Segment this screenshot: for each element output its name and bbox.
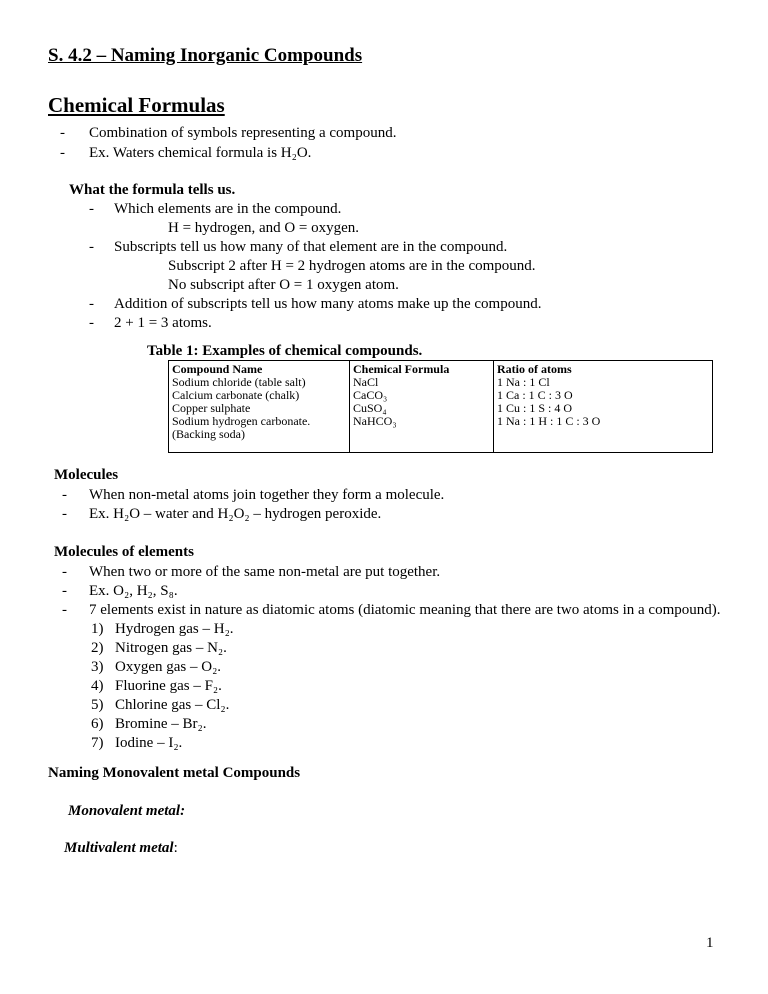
list-item: Fluorine gas – F₂. <box>115 678 222 694</box>
table-cell: (Backing soda) <box>172 427 245 441</box>
multivalent-label <box>64 840 178 857</box>
list-number: 1) <box>91 621 104 637</box>
list-number: 5) <box>91 697 104 713</box>
table-cell: 1 Ca : 1 C : 3 O <box>497 388 573 402</box>
bullet-text: Addition of subscripts tell us how many atoms make up the compound. <box>114 296 542 312</box>
list-number: 7) <box>91 735 104 751</box>
bullet-dash: - <box>62 506 67 522</box>
list-number: 2) <box>91 640 104 656</box>
list-item: Oxygen gas – O₂. <box>115 659 222 675</box>
list-item: Iodine – I₂. <box>115 735 183 751</box>
bullet-dash: - <box>62 602 67 618</box>
table-header: Chemical Formula <box>353 362 450 376</box>
page-number: 1 <box>706 935 714 951</box>
table-header: Compound Name <box>172 362 263 376</box>
multivalent-colon: : <box>173 840 178 856</box>
table-cell: NaHCO₃ <box>353 414 397 428</box>
bullet-text: Ex. O₂, H₂, S₈. <box>89 583 178 599</box>
table-caption: Table 1: Examples of chemical compounds. <box>147 343 423 359</box>
bullet-text: When non-metal atoms join together they form a molecule. <box>89 487 445 503</box>
page-title: S. 4.2 – Naming Inorganic Compounds <box>48 45 363 66</box>
bullet-text: Subscripts tell us how many of that element are in the compound. <box>114 239 508 255</box>
bullet-text: Combination of symbols representing a compound. <box>89 125 397 141</box>
table-cell: 1 Na : 1 H : 1 C : 3 O <box>497 414 601 428</box>
table-cell: CuSO₄ <box>353 401 387 415</box>
bullet-subtext: H = hydrogen, and O = oxygen. <box>168 220 360 236</box>
bullet-dash: - <box>62 487 67 503</box>
table-cell: Sodium hydrogen carbonate. <box>172 414 311 428</box>
bullet-text: Which elements are in the compound. <box>114 201 342 217</box>
bullet-dash: - <box>60 145 65 161</box>
table-divider <box>349 360 350 453</box>
table-cell: Sodium chloride (table salt) <box>172 375 306 389</box>
subheading-formula-tells: What the formula tells us. <box>69 182 236 198</box>
list-number: 4) <box>91 678 104 694</box>
table-cell: Copper sulphate <box>172 401 251 415</box>
bullet-subtext: Subscript 2 after H = 2 hydrogen atoms are in the compound. <box>168 258 536 274</box>
bullet-dash: - <box>89 201 94 217</box>
bullet-text: 2 + 1 = 3 atoms. <box>114 315 212 331</box>
bullet-dash: - <box>89 239 94 255</box>
bullet-dash: - <box>89 315 94 331</box>
subheading-molecules-elements: Molecules of elements <box>54 544 194 560</box>
bullet-text: When two or more of the same non-metal are put together. <box>89 564 441 580</box>
list-item: Bromine – Br₂. <box>115 716 207 732</box>
subheading-naming: Naming Monovalent metal Compounds <box>48 765 301 781</box>
table-cell: NaCl <box>353 375 379 389</box>
bullet-subtext: No subscript after O = 1 oxygen atom. <box>168 277 399 293</box>
subheading-molecules: Molecules <box>54 467 119 483</box>
list-number: 6) <box>91 716 104 732</box>
table-cell: Calcium carbonate (chalk) <box>172 388 300 402</box>
table-cell: 1 Cu : 1 S : 4 O <box>497 401 573 415</box>
list-item: Hydrogen gas – H₂. <box>115 621 234 637</box>
section-heading-chemical-formulas: Chemical Formulas <box>48 93 225 117</box>
bullet-dash: - <box>62 564 67 580</box>
monovalent-label: Monovalent metal: <box>68 803 186 819</box>
bullet-text: Ex. Waters chemical formula is H₂O. <box>89 145 312 161</box>
list-number: 3) <box>91 659 104 675</box>
list-item: Chlorine gas – Cl₂. <box>115 697 230 713</box>
bullet-text: 7 elements exist in nature as diatomic atoms (diatomic meaning that there are two atoms in a compound). <box>89 602 721 618</box>
table-cell: 1 Na : 1 Cl <box>497 375 550 389</box>
multivalent-text: Multivalent metal <box>64 840 174 856</box>
table-divider <box>493 360 494 453</box>
list-item: Nitrogen gas – N₂. <box>115 640 227 656</box>
bullet-text: Ex. H₂O – water and H₂O₂ – hydrogen peroxide. <box>89 506 382 522</box>
table-cell: CaCO₃ <box>353 388 388 402</box>
bullet-dash: - <box>89 296 94 312</box>
bullet-dash: - <box>62 583 67 599</box>
bullet-dash: - <box>60 125 65 141</box>
table-header: Ratio of atoms <box>497 362 572 376</box>
